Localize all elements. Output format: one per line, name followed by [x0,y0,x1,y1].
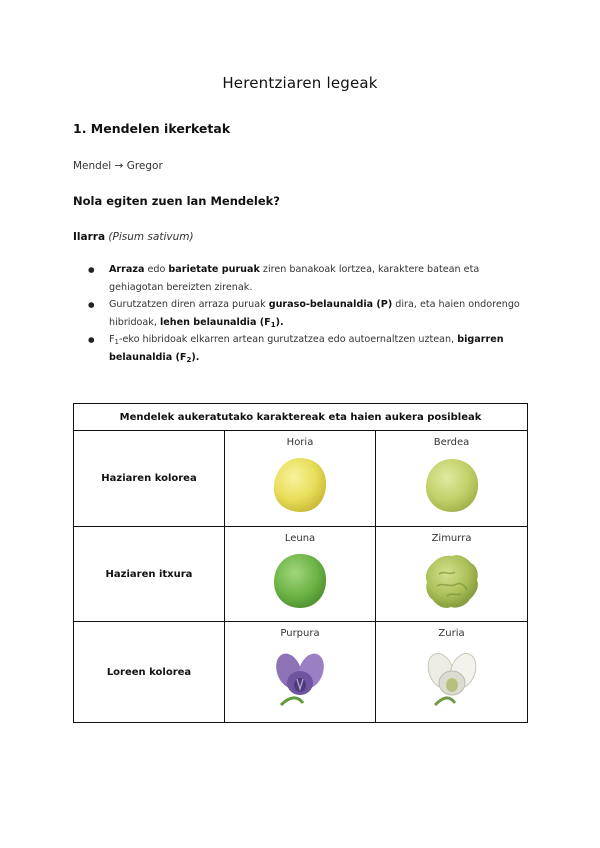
row-label: Haziaren kolorea [74,431,225,527]
table-row [74,622,528,723]
yellow-pea-icon [267,454,333,516]
plant-latin: (Pisum sativum) [108,231,194,243]
wrinkled-pea-icon [419,550,485,612]
option-name: Zimurra [431,533,472,544]
list-item: ● Gurutzatzen diren arraza puruak guraso-belaunaldia (P) dira, eta haien ondorengo hibridoak, lehen belaunaldia $(F_1)$. [73,296,523,331]
option-name: Zuria [438,628,465,639]
option-name: Horia [286,437,314,448]
option-cell [376,622,528,723]
smooth-pea-icon [267,550,333,612]
option-cell [225,622,376,723]
option-cell [376,431,528,527]
option-name: Purpura [280,628,320,639]
option-cell [225,527,376,622]
table-row [74,431,528,527]
option-name: Leuna [284,533,316,544]
plant-line [73,231,194,243]
row-label: Haziaren itxura [74,527,225,622]
green-pea-icon [419,454,485,516]
purple-flower-icon [267,645,333,711]
row-label: Loreen kolorea [74,622,225,723]
list-item: ● Arraza edo barietate puruak ziren banakoak lortzea, karaktere batean eta gehiagotan bereizten zirenak. [73,261,523,296]
traits-table [73,403,528,723]
bullet-list [73,261,523,366]
list-item: ● $F_1$-eko hibridoak elkarren artean gurutzatzea edo autoernaltzen uztean, bigarren belaunaldia $(F_2)$. [73,331,523,366]
table-row [74,527,528,622]
option-cell [376,527,528,622]
option-cell [225,431,376,527]
page-title: Herentziaren legeak [222,74,378,92]
option-name: Berdea [433,437,470,448]
table-header: Mendelek aukeratutako karaktereak eta haien aukera posibleak [74,404,528,431]
plant-name: Ilarra [73,231,106,243]
white-flower-icon [419,645,485,711]
mendel-line: Mendel → Gregor [73,160,163,172]
section-heading: 1. Mendelen ikerketak [73,121,231,136]
question-heading: Nola egiten zuen lan Mendelek? [73,194,280,208]
